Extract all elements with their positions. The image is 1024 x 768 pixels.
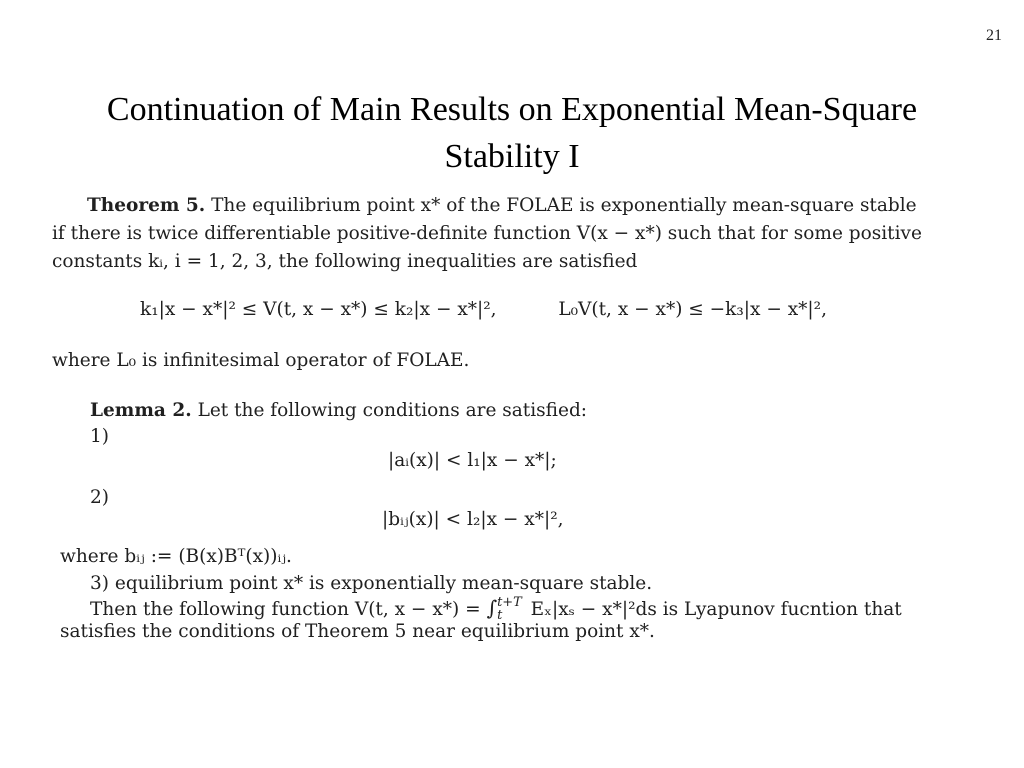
condition-2-equation: |bᵢⱼ(x)| < l₂|x − x*|², — [382, 509, 564, 530]
condition-3-text: 3) equilibrium point x* is exponentially mean-square stable. — [90, 573, 653, 594]
integral-upper-limit: t+T — [497, 595, 522, 611]
lyapunov-prefix: Then the following function V(t, x − x*) = — [90, 599, 481, 620]
theorem-line-1 — [52, 192, 972, 220]
condition-1-equation: |aᵢ(x)| < l₁|x − x*|; — [388, 450, 557, 471]
where-bij-text: where bᵢⱼ := (B(x)Bᵀ(x))ᵢⱼ. — [60, 546, 292, 567]
lemma-text: Let the following conditions are satisfied: — [197, 400, 588, 421]
theorem-line-2: if there is twice differentiable positive-definite function V(x − x*) such that for some positive — [52, 223, 922, 244]
integral-sign: ∫ — [486, 596, 498, 620]
lemma-heading — [90, 397, 587, 425]
satisfies-text: satisfies the conditions of Theorem 5 near equilibrium point x*. — [60, 621, 655, 642]
stability-inequalities — [140, 296, 900, 324]
inequality-left: k₁|x − x*|² ≤ V(t, x − x*) ≤ k₂|x − x*|², — [140, 299, 497, 320]
integral-lower-limit: t — [497, 608, 503, 623]
condition-2-label: 2) — [90, 487, 109, 508]
inequality-right: L₀V(t, x − x*) ≤ −k₃|x − x*|², — [558, 299, 827, 320]
lemma-label: Lemma 2. — [90, 400, 192, 421]
slide-title: Continuation of Main Results on Exponential Mean-Square Stability I — [106, 91, 918, 175]
theorem-text-1: The equilibrium point x* of the FOLAE is exponentially mean-square stable — [211, 195, 917, 216]
theorem-block — [52, 192, 972, 276]
page-number: 21 — [986, 27, 1002, 44]
condition-1-label: 1) — [90, 426, 109, 447]
lyapunov-suffix: Eₓ|xₛ − x*|²ds is Lyapunov fucntion that — [530, 599, 902, 620]
where-l0-text: where L₀ is infinitesimal operator of FOLAE. — [52, 350, 470, 371]
theorem-line-3: constants kᵢ, i = 1, 2, 3, the following inequalities are satisfied — [52, 251, 638, 272]
theorem-label: Theorem 5. — [87, 195, 206, 216]
